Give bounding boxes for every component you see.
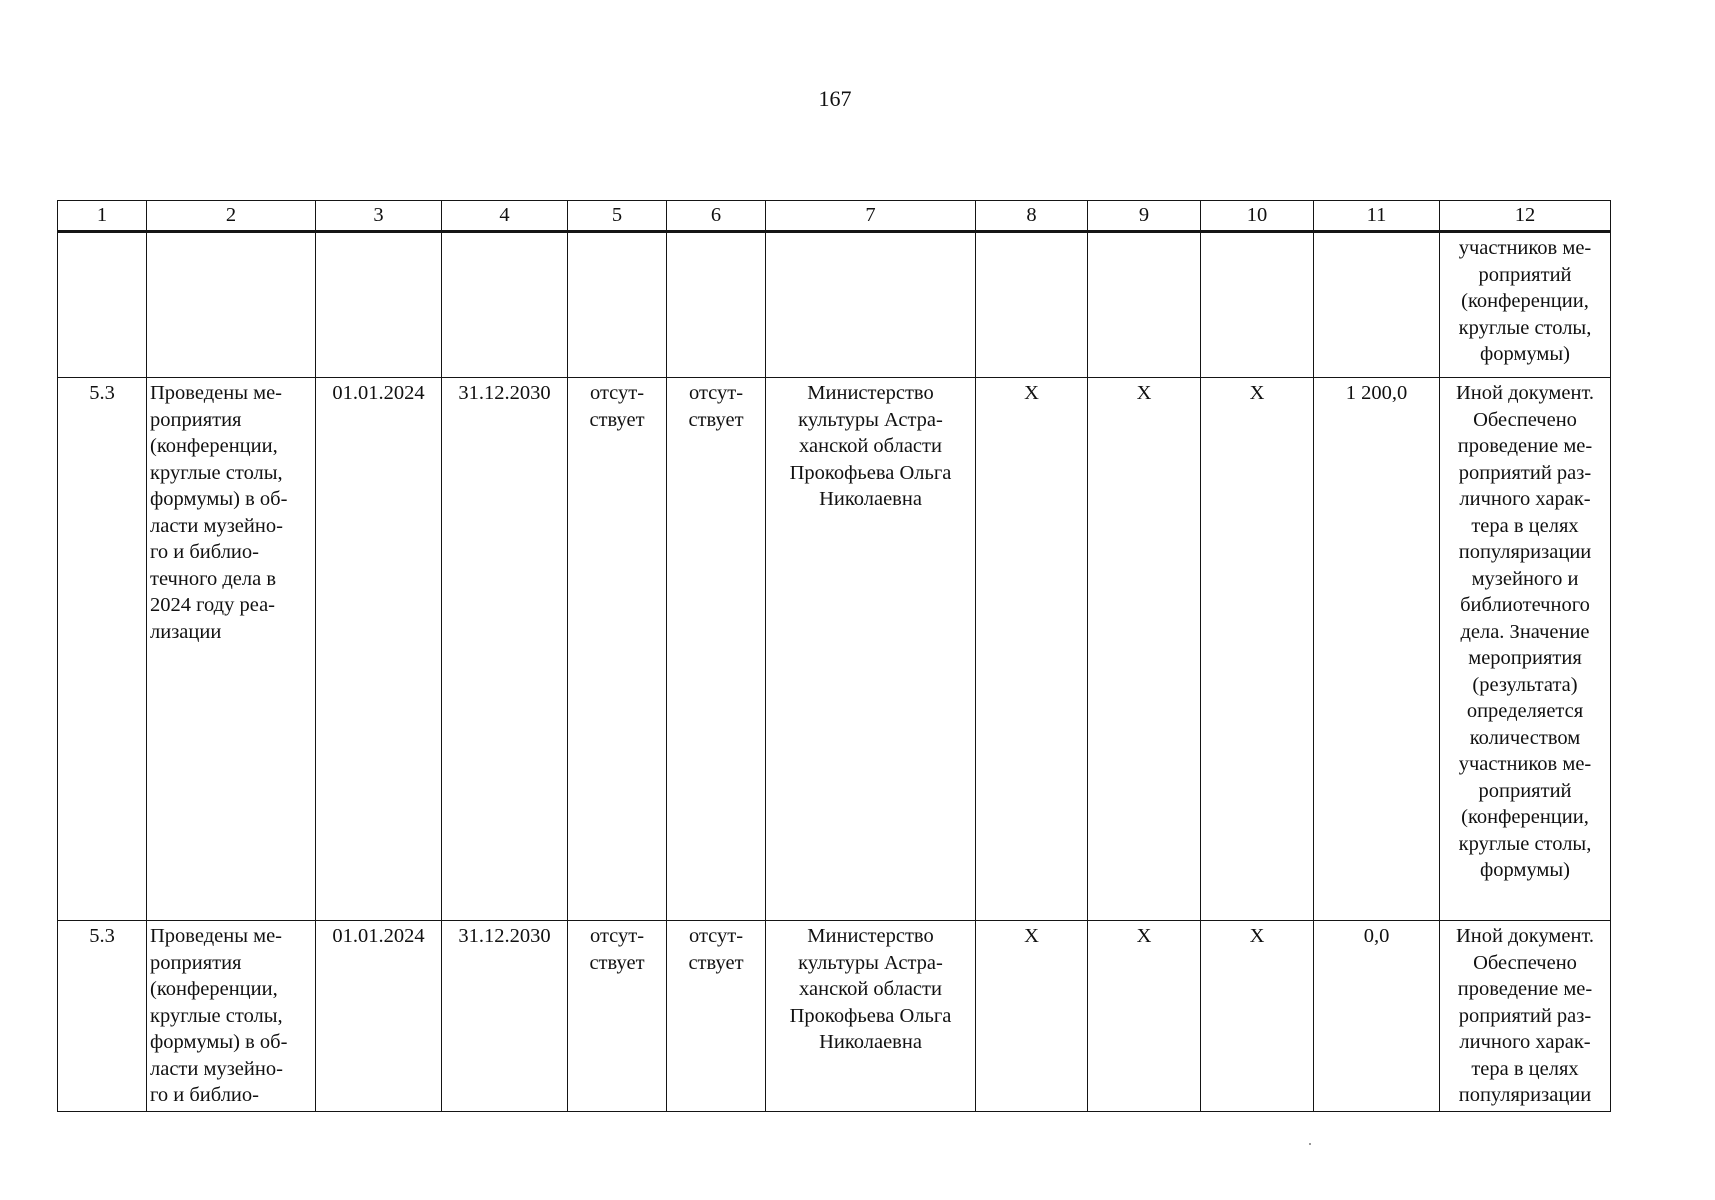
result-description: Иной документ. Обеспечено проведение ме- роприятий раз- личного харак- тера в целях популяризации <box>1440 921 1611 1112</box>
table-row-continuation <box>58 232 1611 378</box>
table-cell <box>147 232 316 378</box>
data-table <box>57 200 1611 1112</box>
start-date: 01.01.2024 <box>316 921 442 1112</box>
cell-col6: отсут- ствует <box>667 921 766 1112</box>
table-cell <box>976 232 1088 378</box>
cell-col5: отсут- ствует <box>568 378 667 921</box>
table-cell <box>1088 232 1201 378</box>
cell-col9: X <box>1088 378 1201 921</box>
col-header-3: 3 <box>316 201 442 232</box>
cell-col6: отсут- ствует <box>667 378 766 921</box>
table-cell <box>1314 232 1440 378</box>
table-cell <box>667 232 766 378</box>
col-header-4: 4 <box>442 201 568 232</box>
col-header-11: 11 <box>1314 201 1440 232</box>
table-row <box>58 921 1611 1112</box>
header-row <box>58 201 1611 232</box>
col-header-7: 7 <box>766 201 976 232</box>
page-number: 167 <box>818 86 852 111</box>
cell-col5: отсут- ствует <box>568 921 667 1112</box>
cell-col10: X <box>1201 921 1314 1112</box>
table-cell <box>442 232 568 378</box>
col-header-5: 5 <box>568 201 667 232</box>
table-cell <box>568 232 667 378</box>
col-header-8: 8 <box>976 201 1088 232</box>
table-cell <box>316 232 442 378</box>
col-header-12: 12 <box>1440 201 1611 232</box>
scan-speck <box>1309 1143 1311 1145</box>
table-cell-result-continued: участников ме- роприятий (конференции, круглые столы, формумы) <box>1440 232 1611 378</box>
col-header-10: 10 <box>1201 201 1314 232</box>
col-header-6: 6 <box>667 201 766 232</box>
responsible-party: Министерство культуры Астра- ханской области Прокофьева Ольга Николаевна <box>766 378 976 921</box>
cell-col10: X <box>1201 378 1314 921</box>
amount: 0,0 <box>1314 921 1440 1112</box>
col-header-9: 9 <box>1088 201 1201 232</box>
item-number: 5.3 <box>58 378 147 921</box>
item-description: Проведены ме- роприятия (конференции, круглые столы, формумы) в об- ласти музейно- го и библио- течного дела в 2024 году реа- лизации <box>147 378 316 921</box>
col-header-2: 2 <box>147 201 316 232</box>
end-date: 31.12.2030 <box>442 921 568 1112</box>
cell-col9: X <box>1088 921 1201 1112</box>
table-cell <box>58 232 147 378</box>
table-row <box>58 378 1611 921</box>
amount: 1 200,0 <box>1314 378 1440 921</box>
col-header-1: 1 <box>58 201 147 232</box>
item-description: Проведены ме- роприятия (конференции, круглые столы, формумы) в об- ласти музейно- го и библио- <box>147 921 316 1112</box>
table-cell <box>1201 232 1314 378</box>
item-number: 5.3 <box>58 921 147 1112</box>
end-date: 31.12.2030 <box>442 378 568 921</box>
result-description: Иной документ. Обеспечено проведение ме- роприятий раз- личного харак- тера в целях популяризации музейного и библиотечного дела. Значение мероприятия (результата) определяется количеством участников ме- роприятий (конференции, круглые столы, формумы) <box>1440 378 1611 921</box>
responsible-party: Министерство культуры Астра- ханской области Прокофьева Ольга Николаевна <box>766 921 976 1112</box>
cell-col8: X <box>976 378 1088 921</box>
start-date: 01.01.2024 <box>316 378 442 921</box>
table-cell <box>766 232 976 378</box>
cell-col8: X <box>976 921 1088 1112</box>
